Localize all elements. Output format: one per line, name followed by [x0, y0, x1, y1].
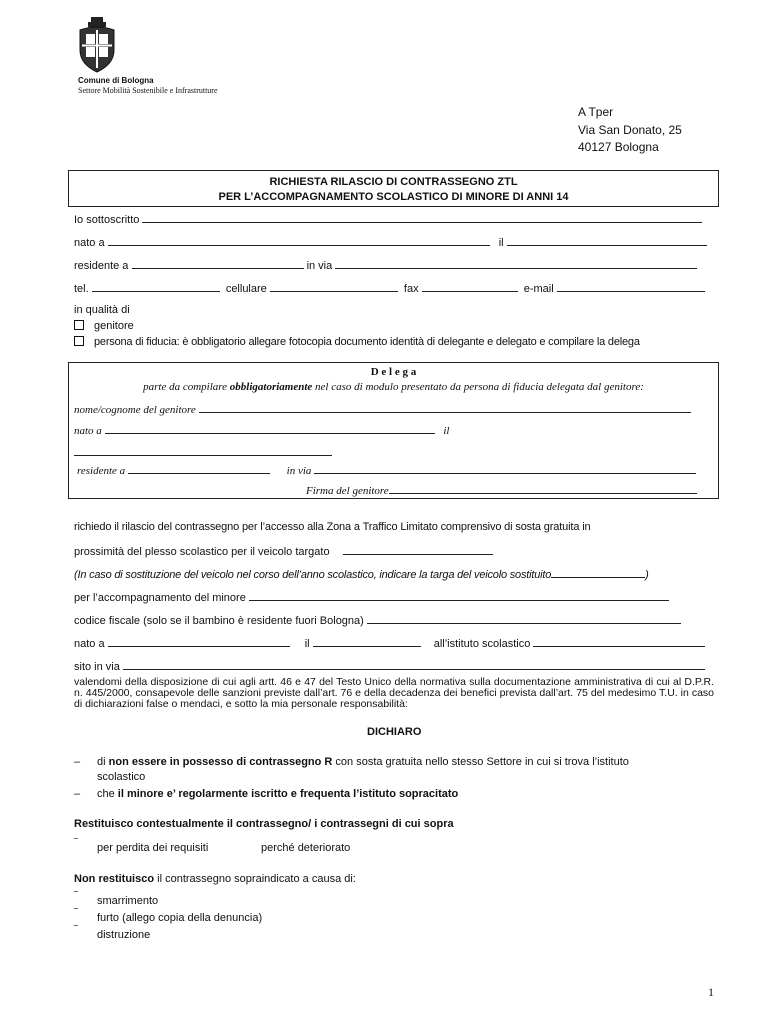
option-genitore[interactable]: [74, 320, 134, 332]
field-minore[interactable]: [74, 591, 669, 604]
recipient-line-2: Via San Donato, 25: [578, 123, 682, 137]
non-restituisco-rest: il contrassegno sopraindicato a causa di:: [154, 873, 356, 885]
field-nato[interactable]: [74, 236, 707, 249]
delega-input-firma[interactable]: [389, 484, 697, 494]
field-codice-fiscale[interactable]: [74, 614, 681, 627]
input-minore[interactable]: [249, 591, 669, 601]
delega-field-nome[interactable]: [74, 403, 691, 416]
input-il[interactable]: [507, 236, 707, 246]
declaration-1: [97, 756, 719, 768]
page-number: 1: [708, 985, 714, 999]
delega-input-nome[interactable]: [199, 403, 691, 413]
qualita-label: in qualità di: [74, 304, 130, 316]
restituisco-dash: ‾: [74, 838, 78, 850]
input-minore-il[interactable]: [313, 637, 421, 647]
input-sottoscritto[interactable]: [142, 213, 702, 223]
non-restituisco-dash-3: ‾: [74, 925, 78, 937]
sector-name: Settore Mobilità Sostenibile e Infrastrutture: [78, 86, 218, 95]
delega-label-in-via: in via: [286, 465, 312, 477]
declaration-1-bold: non essere in possesso di contrassegno R: [108, 756, 333, 768]
delega-field-firma[interactable]: [306, 484, 697, 497]
field-sottoscritto[interactable]: [74, 213, 702, 226]
label-sito: sito in via: [74, 661, 120, 673]
delega-label-nato-a: nato a: [74, 425, 102, 437]
option-genitore-label: genitore: [94, 320, 134, 332]
option-persona-fiducia[interactable]: [74, 336, 640, 348]
valendomi-text: valendomi della disposizione di cui agli artt. 46 e 47 del Testo Unico della normativa sulla documentazione amministrativa di cui al D.P.R. n. 445/2000, consapevole delle sanzioni previste dall’art. 76 e della decadenza dei benefici prevista dall’art. 75 del medesimo T.U. in caso di dichiarazioni false o mendaci, e sotto la mia personale responsabilità:: [74, 676, 714, 710]
delega-input-in-via[interactable]: [314, 464, 696, 474]
declaration-2-pre: che: [97, 788, 118, 800]
non-restituisco-item-distruzione[interactable]: distruzione: [97, 929, 151, 941]
field-contacts[interactable]: [74, 282, 705, 295]
input-in-via[interactable]: [335, 259, 697, 269]
dichiaro-heading: DICHIARO: [367, 726, 422, 738]
label-prossimita: prossimità del plesso scolastico per il veicolo targato: [74, 546, 330, 558]
declaration-1-post: con sosta gratuita nello stesso Settore in cui si trova l’istituto: [332, 756, 629, 768]
input-fax[interactable]: [422, 282, 518, 292]
label-residente-a: residente a: [74, 260, 129, 272]
delega-label-residente-a: residente a: [77, 465, 126, 477]
declaration-2-dash: –: [74, 788, 81, 800]
non-restituisco-item-smarrimento[interactable]: smarrimento: [97, 895, 159, 907]
restituisco-option-deteriorato[interactable]: perché deteriorato: [261, 842, 351, 854]
delega-label-il: il: [443, 425, 450, 437]
label-nato-a: nato a: [74, 237, 105, 249]
delega-input-il-continued[interactable]: [74, 446, 332, 459]
input-cellulare[interactable]: [270, 282, 398, 292]
input-targa-sostituito[interactable]: [551, 568, 645, 578]
input-nato-a[interactable]: [108, 236, 490, 246]
delega-field-nato[interactable]: [74, 424, 449, 437]
delega-input-nato-a[interactable]: [105, 424, 435, 434]
delega-label-firma: Firma del genitore: [306, 485, 389, 497]
declaration-2-bold: il minore e’ regolarmente iscritto e frequenta l’istituto sopracitato: [117, 788, 459, 800]
input-codice-fiscale[interactable]: [367, 614, 681, 624]
field-sostituzione[interactable]: [74, 568, 649, 581]
label-il: il: [498, 237, 504, 249]
input-sito[interactable]: [123, 660, 705, 670]
input-email[interactable]: [557, 282, 705, 292]
label-minore-nato-a: nato a: [74, 638, 105, 650]
title-line-1: RICHIESTA RILASCIO DI CONTRASSEGNO ZTL: [269, 176, 518, 188]
label-codice-fiscale: codice fiscale (solo se il bambino è residente fuori Bologna): [74, 615, 364, 627]
declaration-1-cont: scolastico: [97, 771, 146, 783]
delega-subtitle-pre: parte da compilare: [143, 381, 230, 393]
field-minore-nato[interactable]: [74, 637, 705, 650]
label-accompagnamento: per l’accompagnamento del minore: [74, 592, 246, 604]
label-in-via: in via: [306, 260, 333, 272]
non-restituisco-bold: Non restituisco: [74, 873, 155, 885]
field-sito[interactable]: [74, 660, 705, 673]
checkbox-genitore[interactable]: [74, 320, 84, 330]
delega-subtitle: [68, 381, 719, 393]
label-sostituzione: (In caso di sostituzione del veicolo nel corso dell’anno scolastico, indicare la targa del veicolo sostituito: [74, 569, 552, 581]
label-fax: fax: [403, 283, 419, 295]
non-restituisco-title: [74, 873, 356, 885]
label-minore-il: il: [304, 638, 310, 650]
checkbox-persona-fiducia[interactable]: [74, 336, 84, 346]
delega-field-residente[interactable]: [77, 464, 696, 477]
declaration-1-dash: –: [74, 756, 81, 768]
input-targa[interactable]: [343, 545, 493, 555]
input-minore-nato-a[interactable]: [108, 637, 290, 647]
label-istituto: all’istituto scolastico: [433, 638, 531, 650]
declaration-2: [97, 788, 458, 800]
field-targa[interactable]: [74, 545, 493, 558]
input-residente-a[interactable]: [132, 259, 304, 269]
delega-subtitle-bold: obbligatoriamente: [229, 381, 313, 393]
input-tel[interactable]: [92, 282, 220, 292]
label-email: e-mail: [523, 283, 554, 295]
label-sostituzione-end: ): [645, 569, 649, 581]
recipient-line-1: A Tper: [578, 105, 614, 119]
non-restituisco-dash-2: ‾: [74, 908, 78, 920]
non-restituisco-item-furto[interactable]: furto (allego copia della denuncia): [97, 912, 263, 924]
delega-label-nome: nome/cognome del genitore: [74, 404, 196, 416]
org-name: Comune di Bologna: [78, 76, 154, 85]
coat-of-arms-logo: [76, 16, 118, 77]
delega-title: D e l e g a: [370, 366, 417, 378]
non-restituisco-dash-1: ‾: [74, 891, 78, 903]
field-residente[interactable]: [74, 259, 697, 272]
richiedo-text: richiedo il rilascio del contrassegno per l’accesso alla Zona a Traffico Limitato comprensivo di sosta gratuita in: [74, 521, 591, 533]
delega-subtitle-post: nel caso di modulo presentato da persona di fiducia delegata dal genitore:: [312, 381, 644, 393]
option-persona-fiducia-label: persona di fiducia: è obbligatorio allegare fotocopia documento identità di delegante e delegato e compilare la delega: [94, 336, 640, 348]
declaration-1-pre: di: [97, 756, 109, 768]
title-line-2: PER L’ACCOMPAGNAMENTO SCOLASTICO DI MINORE DI ANNI 14: [218, 191, 569, 203]
input-istituto[interactable]: [533, 637, 705, 647]
label-cellulare: cellulare: [225, 283, 267, 295]
label-tel: tel.: [74, 283, 89, 295]
label-sottoscritto: Io sottoscritto: [74, 214, 140, 226]
recipient-line-3: 40127 Bologna: [578, 140, 659, 154]
delega-input-residente-a[interactable]: [128, 464, 270, 474]
restituisco-title: Restituisco contestualmente il contrassegno/ i contrassegni di cui sopra: [74, 818, 454, 830]
restituisco-option-perdita[interactable]: per perdita dei requisiti: [97, 842, 209, 854]
